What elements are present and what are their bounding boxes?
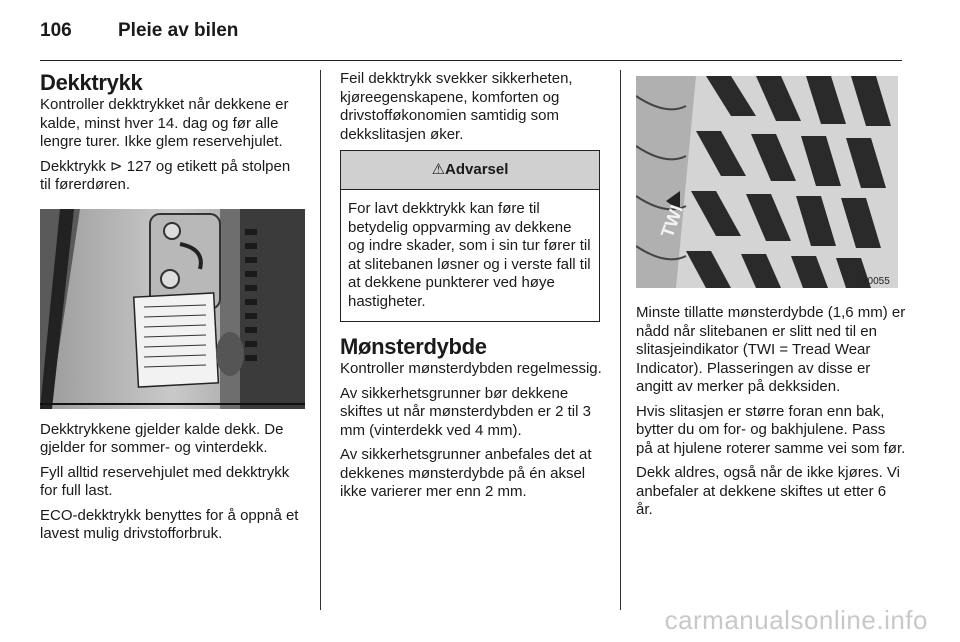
paragraph: Av sikkerhetsgrunner bør dekkene skiftes ut når mønsterdybden er 2 til 3 mm (vinterdekk ved 4 mm). xyxy=(340,384,591,439)
warning-box xyxy=(340,150,600,322)
warning-text: For lavt dekktrykk kan føre til betydelig oppvarming av dekkene og indre skader, som i sin tur fører til at slitebanen løsner og i verste fall til at dekkene punkterer ved høye hastigheter. xyxy=(348,200,591,310)
paragraph: Dekktrykkene gjelder kalde dekk. De gjelder for sommer- og vinterdekk. xyxy=(40,420,284,456)
page-header xyxy=(40,14,902,61)
section-heading-tread-depth: Mønsterdybde xyxy=(340,334,487,359)
door-pillar-label-photo xyxy=(40,209,305,409)
paragraph: Hvis slitasjen er større foran enn bak, bytter du om for- og bakhjulene. Pass på at hjulene roterer samme vei som før. xyxy=(636,402,906,457)
tire-tread-illustration xyxy=(636,76,898,288)
warning-title: ⚠Advarsel xyxy=(341,151,599,190)
column-divider xyxy=(620,70,621,610)
image-code: 30055 xyxy=(862,276,890,287)
paragraph: Kontroller mønsterdybden regelmessig. xyxy=(340,360,602,377)
twi-label: TWI xyxy=(656,202,688,241)
paragraph: Minste tillatte mønsterdybde (1,6 mm) er nådd når slitebanen er slitt ned til en slitasjeindikator (TWI = Tread Wear Indicator). Plasseringen av disse er angitt av merker på dekksiden. xyxy=(636,304,906,395)
column-right xyxy=(636,70,906,526)
paragraph: Av sikkerhetsgrunner anbefales det at dekkenes mønsterdybde på én aksel ikke varierer mer enn 2 mm. xyxy=(340,446,592,500)
paragraph: Kontroller dekktrykket når dekkene er kalde, minst hver 14. dag og før alle lengre turer. Ikke glem reservehjulet. xyxy=(40,96,289,150)
paragraph-reference: Dekktrykk ⊳ 127 og etikett på stolpen til førerdøren. xyxy=(40,157,291,193)
paragraph: Feil dekktrykk svekker sikkerheten, kjøreegenskapene, komforten og drivstofføkonomien samtidig som dekkslitasjen øker. xyxy=(340,70,573,143)
page-number: 106 xyxy=(40,20,72,41)
watermark: carmanualsonline.info xyxy=(664,605,928,635)
column-middle xyxy=(340,70,605,508)
paragraph: Dekk aldres, også når de ikke kjøres. Vi anbefaler at dekkene skiftes ut etter 6 år. xyxy=(636,464,901,518)
paragraph: Fyll alltid reservehjulet med dekktrykk for full last. xyxy=(40,463,290,499)
section-heading-tire-pressure: Dekktrykk xyxy=(40,70,143,95)
paragraph: ECO-dekktrykk benyttes for å oppnå et lavest mulig drivstofforbruk. xyxy=(40,506,299,542)
column-left xyxy=(40,70,305,550)
column-divider xyxy=(320,70,321,610)
page-title: Pleie av bilen xyxy=(118,20,239,41)
